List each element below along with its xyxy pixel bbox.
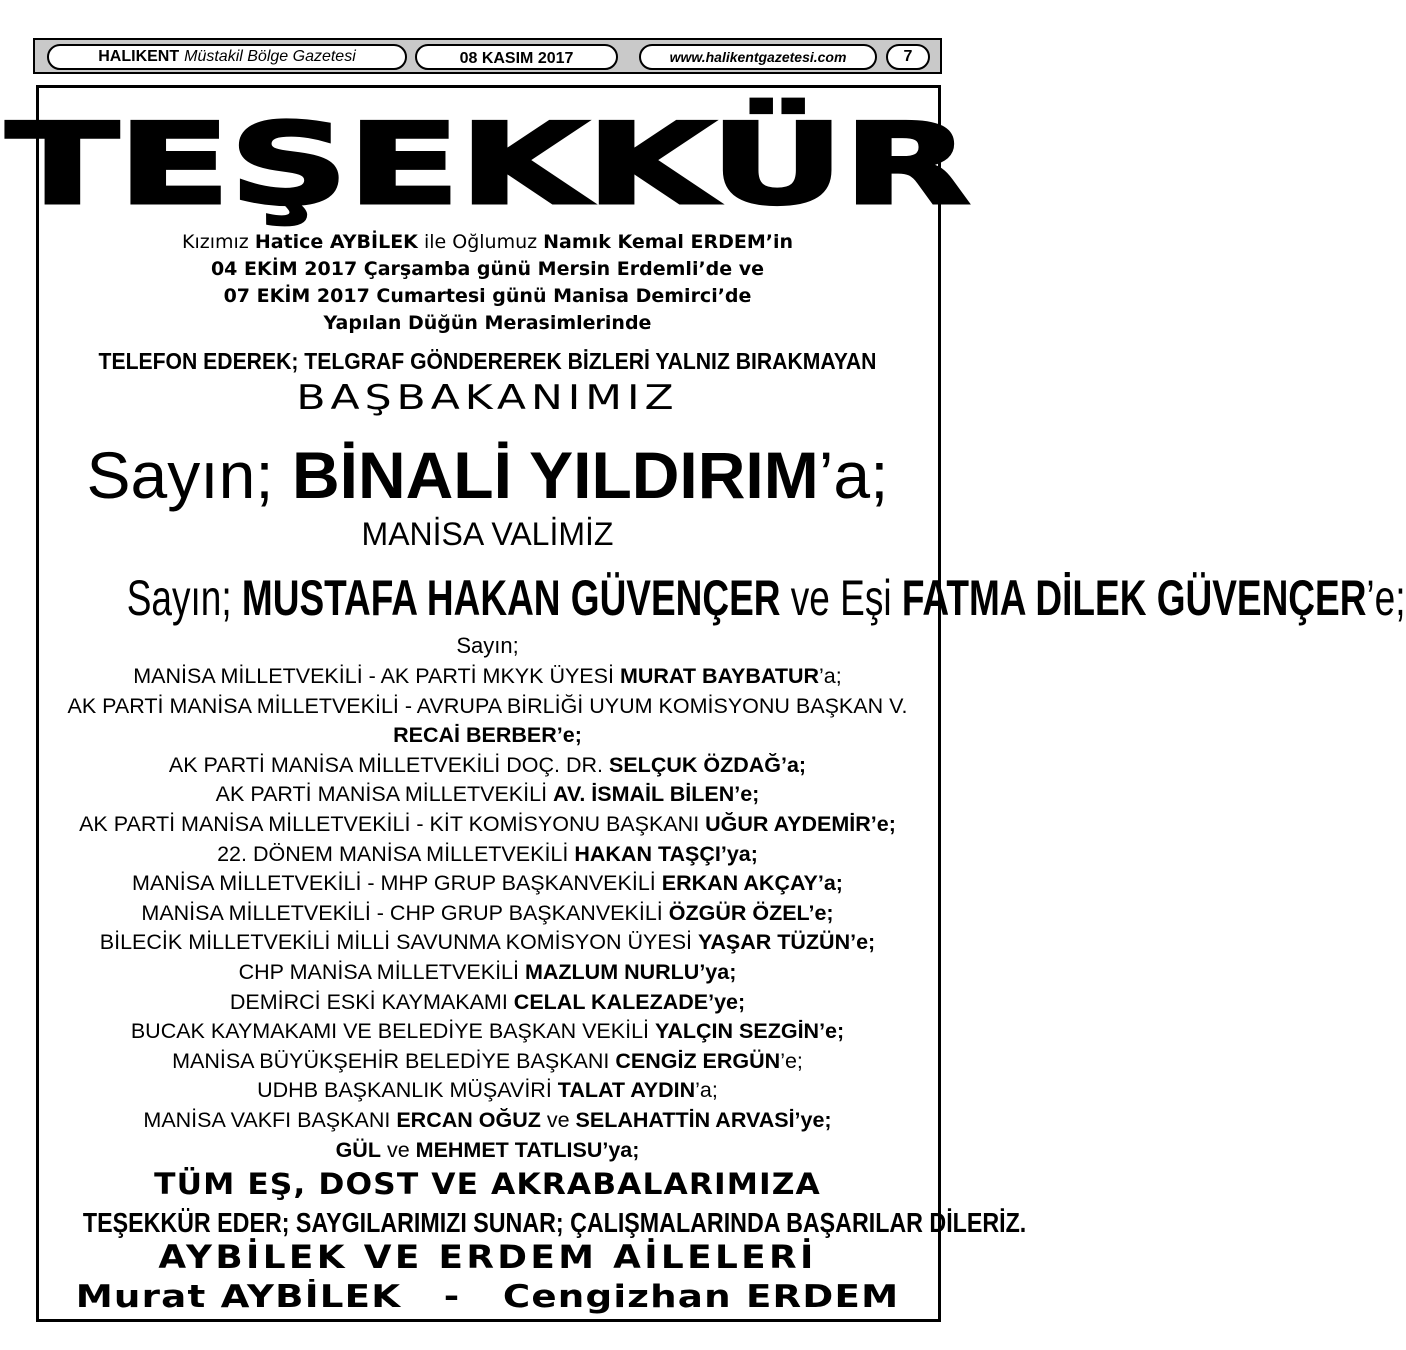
list-name: GÜL	[335, 1137, 381, 1162]
list-item	[0, 840, 975, 868]
list-suffix: ve	[386, 1137, 410, 1162]
intro-line-4: Yapılan Düğün Merasimlerinde	[323, 312, 652, 334]
groom-name: Namık Kemal ERDEM’in	[543, 231, 793, 253]
list-item	[0, 1076, 975, 1104]
announcement-title: TEŞEKKÜR	[5, 100, 970, 230]
list-item	[0, 1047, 975, 1075]
list-item	[0, 721, 975, 749]
governor-title: MANİSA VALİMİZ	[361, 516, 614, 552]
list-item	[0, 662, 975, 690]
list-name: YALÇIN SEZGİN’e;	[655, 1019, 845, 1044]
paper-tagline: Müstakil Bölge Gazetesi	[184, 48, 356, 65]
list-role: AK PARTİ MANİSA MİLLETVEKİLİ	[215, 782, 548, 807]
list-name: ERCAN OĞUZ	[396, 1108, 541, 1132]
list-role: DEMİRCİ ESKİ KAYMAKAMI	[229, 989, 508, 1014]
list-item	[0, 1017, 975, 1045]
list-role: MANİSA BÜYÜKŞEHİR BELEDİYE BAŞKANI	[172, 1048, 610, 1073]
list-item	[0, 692, 975, 720]
list-role: AK PARTİ MANİSA MİLLETVEKİLİ - AVRUPA BİRLİĞİ UYUM KOMİSYONU BAŞKAN V.	[67, 693, 908, 718]
intro-line-2: 04 EKİM 2017 Çarşamba günü Mersin Erdemli’de ve	[210, 258, 765, 280]
list-item	[0, 899, 975, 927]
signer-separator: -	[443, 1279, 461, 1315]
list-role: AK PARTİ MANİSA MİLLETVEKİLİ DOÇ. DR.	[168, 752, 604, 777]
list-name: CELAL KALEZADE’ye;	[513, 989, 746, 1014]
signer-2: Cengizhan ERDEM	[502, 1279, 900, 1315]
paper-name-pill	[47, 44, 407, 70]
governor-prefix: Sayın;	[126, 570, 232, 626]
list-name-2: SELAHATTİN ARVASİ’ye;	[575, 1108, 832, 1132]
pm-title: BAŞBAKANIMIZ	[296, 378, 679, 418]
pm-suffix: ’a;	[818, 438, 889, 512]
intro-line-1	[0, 229, 975, 255]
list-item	[0, 988, 975, 1016]
list-role: UDHB BAŞKANLIK MÜŞAVİRİ	[257, 1078, 552, 1103]
list-name: ERKAN AKÇAY’a;	[661, 871, 843, 896]
intro-word-2: ile Oğlumuz	[423, 231, 538, 253]
list-role: 22. DÖNEM MANİSA MİLLETVEKİLİ	[217, 841, 569, 866]
list-name: ÖZGÜR ÖZEL’e;	[668, 900, 834, 925]
list-role: CHP MANİSA MİLLETVEKİLİ	[238, 960, 519, 984]
list-name: UĞUR AYDEMİR’e;	[705, 812, 896, 836]
intro-word-1: Kızımız	[182, 231, 249, 253]
list-name: MURAT BAYBATUR	[619, 664, 820, 688]
list-suffix: ’a;	[819, 664, 842, 688]
list-role: MANİSA MİLLETVEKİLİ - AK PARTİ MKYK ÜYESİ	[133, 664, 614, 688]
list-name: TALAT AYDIN	[557, 1078, 696, 1103]
list-item	[0, 869, 975, 897]
all-relatives-line: TÜM EŞ, DOST VE AKRABALARIMIZA	[154, 1167, 821, 1201]
bride-name: Hatice AYBİLEK	[254, 231, 418, 253]
list-name: SELÇUK ÖZDAĞ’a;	[609, 752, 807, 777]
signer-1: Murat AYBİLEK	[75, 1279, 402, 1315]
list-role: BİLECİK MİLLETVEKİLİ MİLLİ SAVUNMA KOMİSYON ÜYESİ	[99, 930, 693, 955]
list-role: AK PARTİ MANİSA MİLLETVEKİLİ - KİT KOMİSYONU BAŞKANI	[79, 812, 700, 836]
list-item	[0, 751, 975, 779]
governor-spouse-name: FATMA DİLEK GÜVENÇER	[901, 570, 1367, 626]
thanks-line: TEŞEKKÜR EDER; SAYGILARIMIZI SUNAR; ÇALIŞMALARINDA BAŞARILAR DİLERİZ.	[82, 1207, 1027, 1238]
list-item	[0, 810, 975, 838]
list-name: RECAİ BERBER’e;	[393, 723, 582, 748]
list-name: YAŞAR TÜZÜN’e;	[698, 930, 876, 955]
list-suffix: ’e;	[780, 1048, 803, 1073]
governor-suffix: ’e;	[1366, 570, 1406, 626]
sayin-line: Sayın;	[456, 633, 519, 658]
list-role: MANİSA MİLLETVEKİLİ - MHP GRUP BAŞKANVEKİLİ	[132, 871, 656, 896]
list-item	[0, 780, 975, 808]
list-role: MANİSA VAKFI BAŞKANI	[143, 1108, 391, 1132]
intro-line-3: 07 EKİM 2017 Cumartesi günü Manisa Demirci’de	[223, 285, 752, 307]
list-name: HAKAN TAŞÇI’ya;	[574, 841, 758, 866]
paper-name: HALIKENT	[98, 48, 180, 65]
list-suffix: ve	[546, 1108, 570, 1132]
governor-and: ve Eşi	[790, 570, 892, 626]
call-line: TELEFON EDEREK; TELGRAF GÖNDEREREK BİZLERİ YALNIZ BIRAKMAYAN	[98, 348, 877, 374]
governor-line	[126, 567, 1406, 629]
newspaper-header-bar	[33, 38, 942, 74]
page-number: 7	[886, 44, 930, 70]
pm-prefix: Sayın;	[86, 438, 274, 512]
list-name: AV. İSMAİL BİLEN’e;	[553, 782, 760, 807]
pm-name: BİNALİ YILDIRIM	[291, 438, 819, 512]
issue-date: 08 KASIM 2017	[415, 44, 618, 70]
list-role: BUCAK KAYMAKAMI VE BELEDİYE BAŞKAN VEKİLİ	[130, 1019, 650, 1044]
list-name: MAZLUM NURLU’ya;	[524, 960, 737, 984]
pm-line	[0, 437, 975, 513]
list-item	[0, 958, 975, 986]
governor-name: MUSTAFA HAKAN GÜVENÇER	[241, 570, 781, 626]
list-item	[0, 1106, 975, 1134]
list-item	[0, 1136, 975, 1164]
list-name-2: MEHMET TATLISU’ya;	[415, 1137, 640, 1162]
website-link[interactable]: www.halikentgazetesi.com	[639, 44, 877, 70]
list-name: CENGİZ ERGÜN	[615, 1048, 781, 1073]
signers-line	[0, 1278, 1073, 1316]
list-role: MANİSA MİLLETVEKİLİ - CHP GRUP BAŞKANVEKİLİ	[141, 900, 663, 925]
list-item	[0, 928, 975, 956]
families-line: AYBİLEK VE ERDEM AİLELERİ	[158, 1238, 817, 1276]
list-suffix: ’a;	[695, 1078, 718, 1103]
